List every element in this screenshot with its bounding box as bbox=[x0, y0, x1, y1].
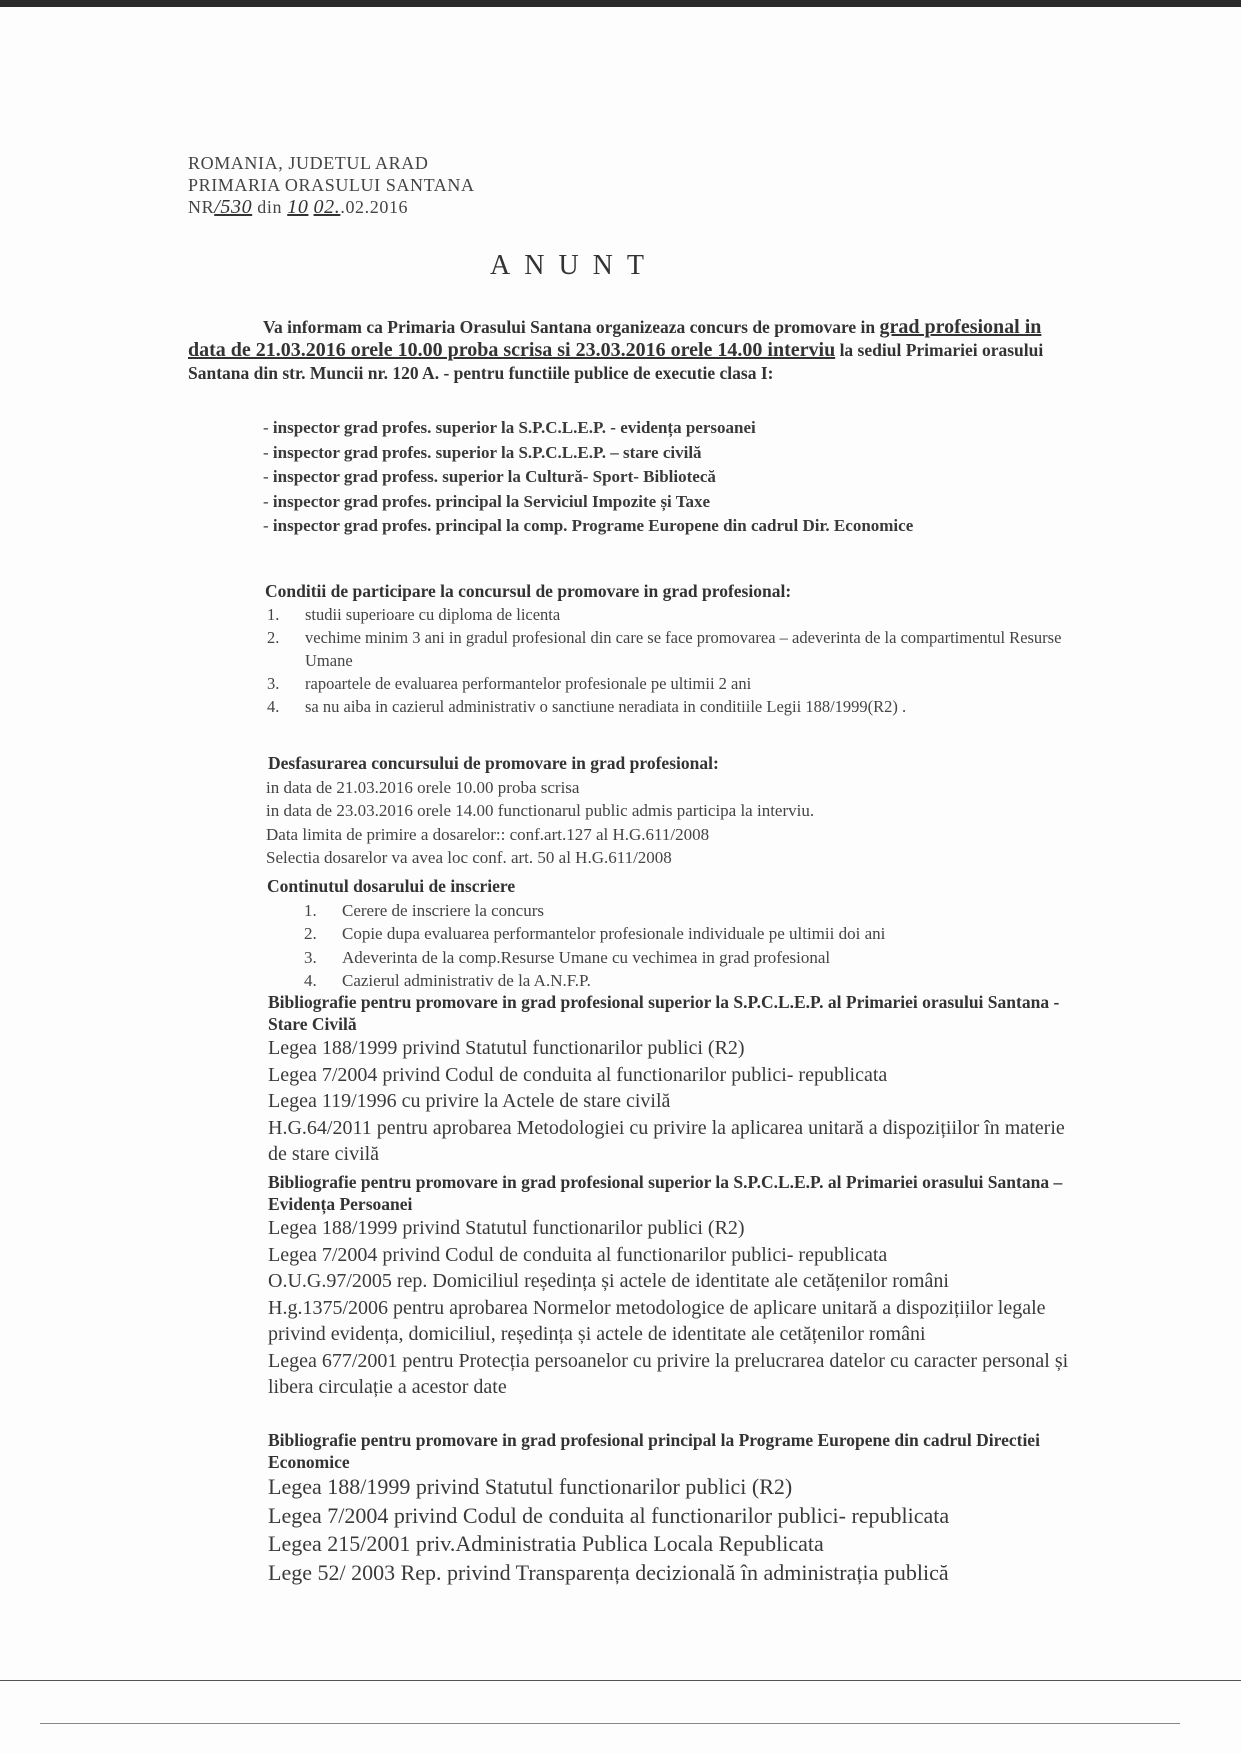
list-item: 1. Cerere de inscriere la concurs bbox=[304, 900, 544, 920]
nr-handwritten: /530 bbox=[214, 196, 253, 218]
list-item: 4. sa nu aiba in cazierul administrativ o sanctiune neradiata in conditiile Legii 188/1999(R2) . bbox=[267, 697, 907, 716]
intro-paragraph bbox=[188, 316, 1058, 385]
bibliography-evidenta-persoanei bbox=[268, 1172, 1070, 1401]
list-item: Lege 52/ 2003 Rep. privind Transparența decizională în administrația publică bbox=[268, 1559, 949, 1585]
list-item: Legea 215/2001 priv.Administratia Publica Locala Republicata bbox=[268, 1531, 824, 1556]
desfasurare-line: in data de 21.03.2016 orele 10.00 proba scrisa bbox=[266, 777, 580, 797]
document-title: ANUNT bbox=[490, 250, 658, 281]
date-rest: .02.2016 bbox=[340, 197, 409, 217]
list-item: H.G.64/2011 pentru aprobarea Metodologiei cu privire la aplicarea unitară a dispozițiilor în materie de stare civilă bbox=[268, 1116, 1065, 1165]
desfasurare-line: Data limita de primire a dosarelor:: conf.art.127 al H.G.611/2008 bbox=[266, 824, 710, 844]
list-item: Legea 188/1999 privind Statutul functionarilor publici (R2) bbox=[268, 1037, 745, 1059]
list-item: - inspector grad profes. principal la Serviciul Impozite și Taxe bbox=[263, 490, 1063, 515]
date-day-handwritten: 10 bbox=[287, 196, 309, 218]
header-institution: PRIMARIA ORASULUI SANTANA bbox=[188, 175, 475, 195]
section-title: Bibliografie pentru promovare in grad profesional principal la Programe Europene din cadrul Directiei Economice bbox=[268, 1430, 1040, 1472]
conditions-section bbox=[265, 580, 1075, 718]
list-item: - inspector grad profes. principal la comp. Programe Europene din cadrul Dir. Economice bbox=[263, 514, 1063, 539]
bibliography-stare-civila bbox=[268, 992, 1070, 1168]
bibliography-programe-europene bbox=[268, 1430, 1070, 1587]
list-item: - inspector grad profes. superior la S.P.C.L.E.P. – stare civilă bbox=[263, 441, 1063, 466]
scan-artifact-line bbox=[40, 1723, 1180, 1724]
list-item: O.U.G.97/2005 rep. Domiciliul reședința și actele de identitate ale cetățenilor români bbox=[268, 1270, 949, 1292]
desfasurare-line: in data de 23.03.2016 orele 14.00 functionarul public admis participa la interviu. bbox=[266, 801, 815, 820]
header-country: ROMANIA, JUDETUL ARAD bbox=[188, 153, 429, 173]
list-item: 2. Copie dupa evaluarea performantelor profesionale individuale pe ultimii doi ani bbox=[304, 924, 886, 943]
list-item: - inspector grad profess. superior la Cultură- Sport- Bibliotecă bbox=[263, 465, 1063, 490]
section-title: Conditii de participare la concursul de promovare in grad profesional: bbox=[265, 581, 792, 601]
list-item: 3. rapoartele de evaluarea performantelor profesionale pe ultimii 2 ani bbox=[267, 674, 752, 693]
list-item: Legea 7/2004 privind Codul de conduita al functionarilor publici- republicata bbox=[268, 1063, 888, 1086]
intro-underlined: grad profesional in data de 21.03.2016 orele 10.00 proba scrisa si 23.03.2016 orele 14.00 interviu bbox=[188, 316, 1042, 361]
desfasurare-section bbox=[268, 752, 1068, 870]
list-item: Legea 677/2001 pentru Protecția persoanelor cu privire la prelucrarea datelor cu caracter personal și libera circulație a acestor date bbox=[268, 1349, 1069, 1398]
nr-label: NR bbox=[188, 197, 215, 217]
header-registration bbox=[188, 196, 475, 218]
list-item: 2. vechime minim 3 ani in gradul profesional din care se face promovarea – adeverinta de la compartimentul Resurse Umane bbox=[267, 628, 1062, 670]
dosar-section bbox=[267, 875, 1067, 993]
list-item: 3. Adeverinta de la comp.Resurse Umane cu vechimea in grad profesional bbox=[304, 947, 831, 967]
din-label: din bbox=[257, 197, 283, 217]
list-item: Legea 7/2004 privind Codul de conduita al functionarilor publici- republicata bbox=[268, 1243, 888, 1266]
list-item: H.g.1375/2006 pentru aprobarea Normelor metodologice de aplicare unitară a dispozițiilor legale privind evidența, domiciliul, reședința și actele de identitate ale cetățenilor români bbox=[268, 1296, 1046, 1345]
intro-text-1: Va informam ca Primaria Orasului Santana organizeaza concurs de promovare in bbox=[263, 317, 880, 337]
scan-artifact-line bbox=[0, 1680, 1241, 1681]
section-title: Bibliografie pentru promovare in grad profesional superior la S.P.C.L.E.P. al Primariei orasului Santana - Stare Civilă bbox=[268, 992, 1060, 1034]
functions-list bbox=[263, 416, 1063, 539]
list-item: Legea 188/1999 privind Statutul functionarilor publici (R2) bbox=[268, 1217, 745, 1239]
list-item: 1. studii superioare cu diploma de licenta bbox=[267, 605, 561, 624]
list-item: Legea 188/1999 privind Statutul functionarilor publici (R2) bbox=[268, 1474, 793, 1499]
intro-text-2: la sediul Primariei orasului Santana din str. Muncii nr. 120 A. - pentru functiile publice de executie clasa I: bbox=[188, 340, 1044, 383]
document-header bbox=[188, 152, 475, 218]
section-title: Bibliografie pentru promovare in grad profesional superior la S.P.C.L.E.P. al Primariei orasului Santana – Evidența Persoanei bbox=[268, 1172, 1063, 1214]
list-item: - inspector grad profes. superior la S.P.C.L.E.P. - evidența persoanei bbox=[263, 416, 1063, 441]
list-item: Legea 7/2004 privind Codul de conduita al functionarilor publici- republicata bbox=[268, 1502, 950, 1528]
section-title: Desfasurarea concursului de promovare in grad profesional: bbox=[268, 753, 719, 773]
date-month-handwritten: 02. bbox=[313, 196, 341, 218]
list-item: Legea 119/1996 cu privire la Actele de stare civilă bbox=[268, 1090, 671, 1112]
desfasurare-line: Selectia dosarelor va avea loc conf. art. 50 al H.G.611/2008 bbox=[266, 848, 672, 867]
list-item: 4. Cazierul administrativ de la A.N.F.P. bbox=[304, 971, 591, 990]
section-title: Continutul dosarului de inscriere bbox=[267, 876, 516, 896]
